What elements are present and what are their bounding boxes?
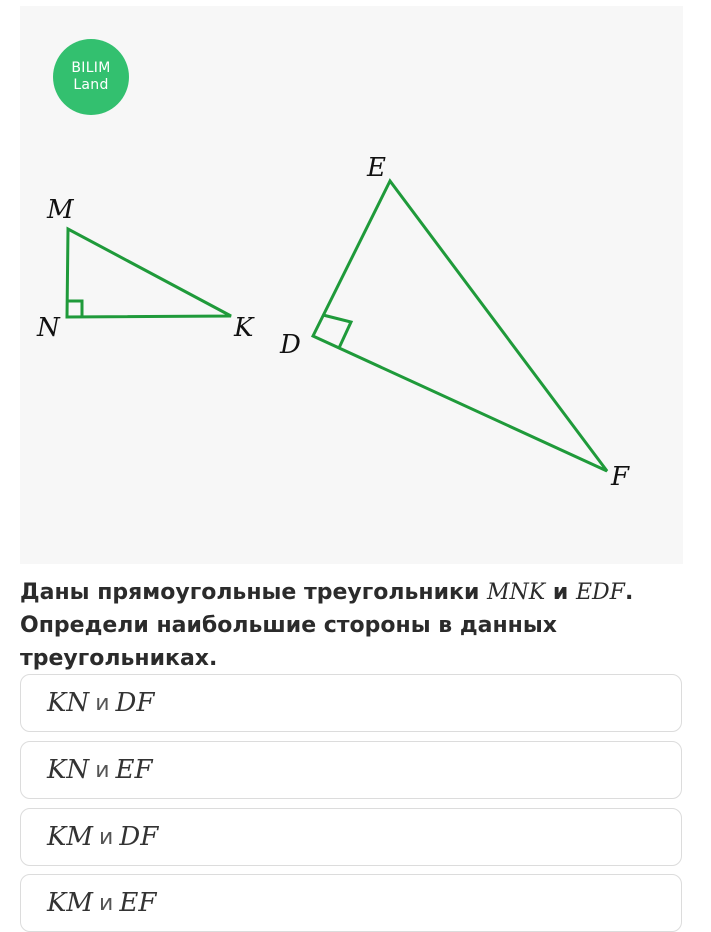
question-conj: и — [545, 580, 576, 605]
vertex-label-d: D — [280, 330, 301, 360]
triangle-edf — [313, 181, 607, 471]
vertex-label-m: M — [47, 195, 74, 225]
logo-text-line1: BILIM — [71, 60, 111, 76]
vertex-label-n: N — [37, 313, 60, 343]
option-side-1: KM — [47, 888, 94, 918]
option-side-2: DF — [115, 688, 155, 718]
triangle-mnk — [67, 229, 231, 317]
question-triangle-1: MNK — [487, 580, 546, 605]
question-part1: Даны прямоугольные треугольники — [20, 580, 488, 605]
right-angle-marker-n — [67, 301, 82, 317]
question-triangle-2: EDF — [575, 580, 625, 605]
answer-option-1[interactable] — [20, 674, 682, 732]
vertex-label-f: F — [611, 462, 630, 492]
answer-option-3[interactable] — [20, 808, 682, 866]
option-conj: и — [95, 757, 110, 783]
option-side-1: KN — [47, 755, 90, 785]
question-part2: . Определи наибольшие стороны в данных треугольниках. — [20, 580, 634, 671]
option-side-1: KN — [47, 688, 90, 718]
option-conj: и — [95, 690, 110, 716]
triangles-figure — [20, 6, 683, 564]
option-side-1: KM — [47, 822, 94, 852]
question-text — [20, 576, 685, 675]
option-side-2: DF — [119, 822, 159, 852]
vertex-label-k: K — [234, 313, 254, 343]
option-side-2: EF — [115, 755, 153, 785]
option-conj: и — [99, 890, 114, 916]
figure-panel — [20, 6, 683, 564]
option-side-2: EF — [119, 888, 157, 918]
answer-option-4[interactable] — [20, 874, 682, 932]
answer-option-2[interactable] — [20, 741, 682, 799]
option-conj: и — [99, 824, 114, 850]
vertex-label-e: E — [367, 153, 386, 183]
logo-text-line2: Land — [73, 77, 109, 93]
